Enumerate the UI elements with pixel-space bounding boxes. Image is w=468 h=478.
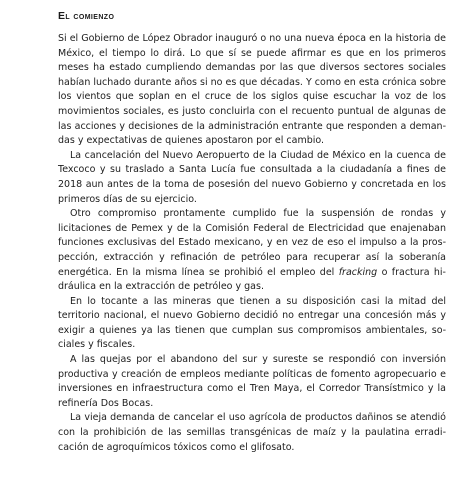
- paragraph: [58, 411, 446, 455]
- paragraph: [58, 295, 446, 353]
- paragraph-text: La cancelación del Nuevo Aeropuerto de la Ciudad de México en la cuenca de Texcoco y su traslado a Santa Lucía fue consultada a la ciudadanía a fines de 2018 aun antes de la toma de posesión del nuevo Gobierno y concretada en los primeros días de su ejercicio.: [58, 149, 446, 205]
- paragraph: [58, 353, 446, 411]
- paragraph: [58, 207, 446, 295]
- paragraph-text: Si el Gobierno de López Obrador inauguró o no una nueva época en la historia de México, el tiempo lo dirá. Lo que sí se puede afirmar es que en los primeros meses ha estado cumpliendo demandas por las que diversos sectores sociales habían luchado durante años si no es que décadas. Y como en esta crónica sobre los vientos que soplan en el cruce de los siglos quise escuchar la voz de los movimientos sociales, es justo concluirla con el recuento puntual de algunas de las acciones y decisiones de la administración entrante que responden a demandas y expectativas de quienes apostaron por el cambio.: [58, 33, 446, 147]
- italic-term: fracking: [338, 266, 378, 278]
- paragraph: [58, 32, 446, 149]
- section-heading: El comienzo: [58, 10, 115, 22]
- paragraph-text: En lo tocante a las mineras que tienen a su disposición casi la mitad del territorio nacional, el nuevo Gobierno decidió no entregar una concesión más y exigir a quienes ya las tienen que cumplan sus compromisos ambientales, sociales y fiscales.: [58, 295, 446, 351]
- paragraph-text: Otro compromiso prontamente cumplido fue la suspensión de rondas y licitaciones de Pemex y de la Comisión Federal de Electricidad que enajenaban funciones exclusivas del Estado mexicano, y en vez de eso el impulso a la prospección, extracción y refinación de petróleo para recuperar así la soberanía energética. En la misma línea se prohibió el empleo del: [58, 208, 446, 278]
- paragraph-text: o fractura hidráulica en la extracción de petróleo y gas.: [58, 266, 446, 293]
- body-text: [58, 32, 446, 455]
- paragraph-text: La vieja demanda de cancelar el uso agrícola de productos dañinos se atendió con la prohibición de las semillas transgénicas de maíz y la paulatina erradicación de agroquímicos tóxicos como el glifosato.: [58, 412, 446, 453]
- paragraph-text: A las quejas por el abandono del sur y sureste se respondió con inversión productiva y creación de empleos mediante políticas de fomento agropecuario e inversiones en infraestructura como el Tren Maya, el Corredor Transístmico y la refinería Dos Bocas.: [58, 354, 446, 409]
- paragraph: [58, 149, 446, 207]
